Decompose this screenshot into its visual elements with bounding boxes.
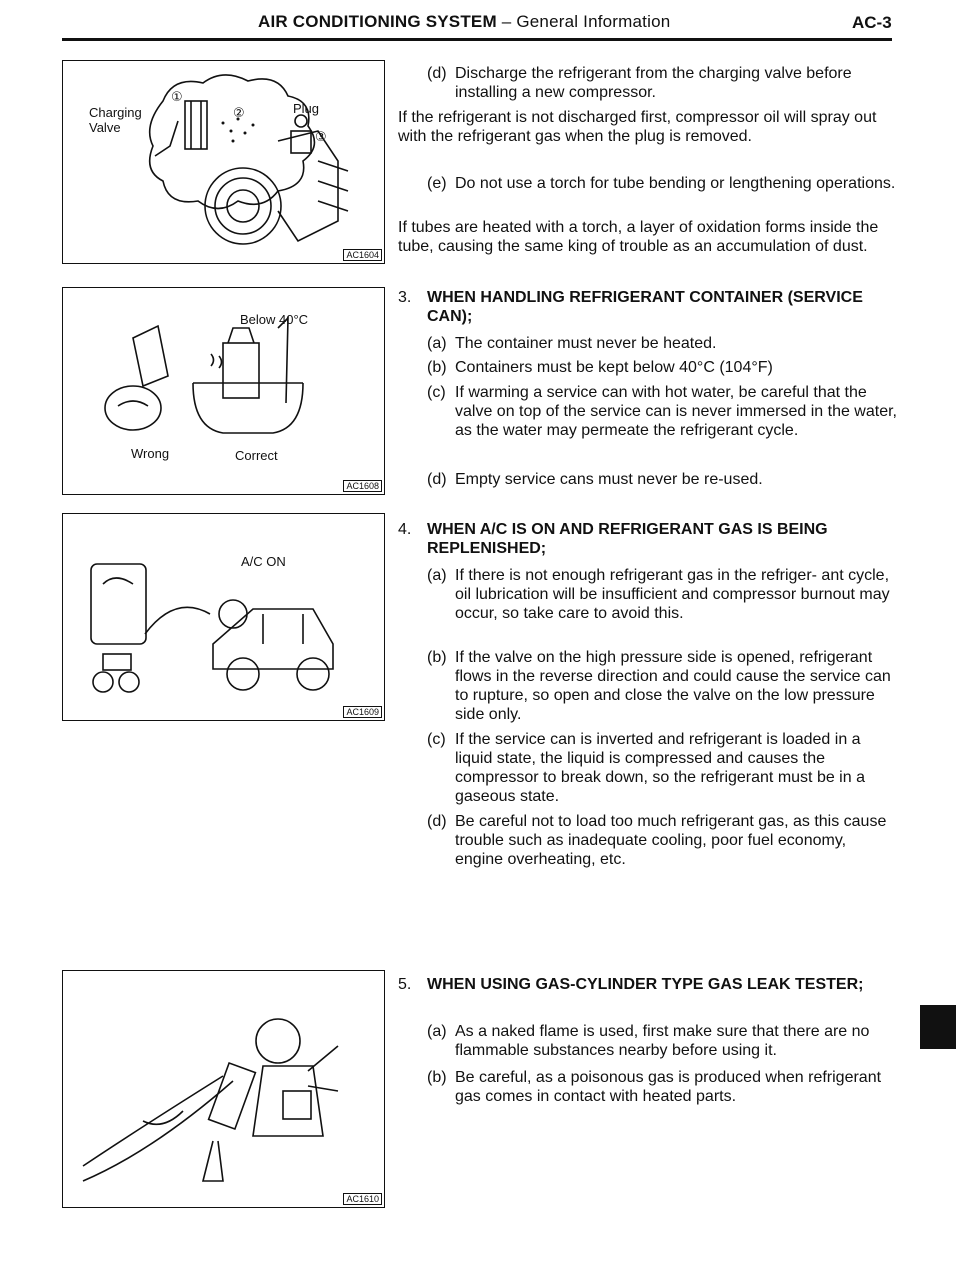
- callout-1: ①: [171, 89, 183, 104]
- item-text: Discharge the refrigerant from the charging valve before installing a new compressor.: [455, 65, 852, 101]
- item-label: (e): [427, 175, 447, 192]
- page-number: AC-3: [852, 13, 892, 32]
- paragraph-2: If tubes are heated with a torch, a layer of oxidation forms inside the tube, causing the same king of trouble as an accumulation of dust.: [398, 219, 879, 255]
- section-number: 4.: [398, 521, 412, 538]
- leak-tester-illustration: [63, 971, 383, 1206]
- figure-code: AC1610: [343, 1193, 382, 1205]
- label-wrong: Wrong: [131, 446, 170, 461]
- item-text: As a naked flame is used, first make sure that there are no flammable substances nearby before using it.: [455, 1023, 870, 1059]
- item-text: Be careful, as a poisonous gas is produced when refrigerant gas comes in contact with heated parts.: [455, 1069, 882, 1105]
- figure-code: AC1609: [343, 706, 382, 718]
- figure-code: AC1608: [343, 480, 382, 492]
- item-text: The container must never be heated.: [455, 335, 717, 352]
- header-rule: [62, 38, 892, 41]
- section-title: WHEN A/C IS ON AND REFRIGERANT GAS IS BEING REPLENISHED;: [427, 521, 828, 557]
- label-below-40c: Below 40°C: [240, 312, 309, 327]
- car-charging-illustration: [63, 514, 383, 719]
- item-text: If the service can is inverted and refrigerant is loaded in a liquid state, the liquid is compressed and causes the compressor to break down, so the refrigerant must be in a gaseous state.: [455, 731, 865, 805]
- section-number: 5.: [398, 976, 412, 993]
- figure-service-can-heating: [62, 287, 385, 495]
- item-text: Containers must be kept below 40°C (104°F): [455, 359, 773, 376]
- item-label: (a): [427, 335, 447, 352]
- section-title: WHEN USING GAS-CYLINDER TYPE GAS LEAK TESTER;: [427, 976, 864, 993]
- item-label: (d): [427, 471, 447, 488]
- label-charging-valve-line2: Valve: [89, 120, 121, 135]
- section-number: 3.: [398, 289, 412, 306]
- callout-3: ③: [315, 129, 327, 144]
- label-charging-valve-line1: Charging: [89, 105, 142, 120]
- item-label: (d): [427, 813, 447, 830]
- figure-leak-tester: [62, 970, 385, 1208]
- page-header-title: [258, 12, 670, 32]
- item-label: (b): [427, 1069, 447, 1086]
- item-text: Do not use a torch for tube bending or lengthening operations.: [455, 175, 896, 192]
- label-ac-on: A/C ON: [241, 554, 286, 569]
- header-title-rest: – General Information: [496, 12, 671, 31]
- item-label: (a): [427, 1023, 447, 1040]
- figure-charging-valve: [62, 60, 385, 264]
- compressor-illustration: [63, 61, 383, 261]
- figure-code: AC1604: [343, 249, 382, 261]
- item-text: If warming a service can with hot water, be careful that the valve on top of the service can is never immersed in the water, as the water may permeate the refrigerant cycle.: [455, 384, 897, 439]
- callout-2: ②: [233, 105, 245, 120]
- item-label: (b): [427, 359, 447, 376]
- item-label: (a): [427, 567, 447, 584]
- paragraph-1: If the refrigerant is not discharged first, compressor oil will spray out with the refrigerant gas when the plug is removed.: [398, 109, 877, 145]
- label-plug: Plug: [293, 101, 320, 116]
- service-can-illustration: [63, 288, 383, 493]
- item-text: If the valve on the high pressure side is opened, refrigerant flows in the reverse direction and could cause the service can to rupture, so open and close the valve on the low pressure side only.: [455, 649, 891, 723]
- figure-ac-on-charging: [62, 513, 385, 721]
- item-label: (c): [427, 731, 446, 748]
- item-text: Be careful not to load too much refrigerant gas, as this cause trouble such as inadequate cooling, poor fuel economy, engine overheating, etc.: [455, 813, 887, 868]
- item-text: If there is not enough refrigerant gas in the refriger- ant cycle, oil lubrication will be insufficient and compressor burnout may occur, so take care to avoid this.: [455, 567, 890, 622]
- section-thumb-tab: [920, 1005, 956, 1049]
- section-title: WHEN HANDLING REFRIGERANT CONTAINER (SERVICE CAN);: [427, 289, 863, 325]
- item-label: (b): [427, 649, 447, 666]
- label-correct: Correct: [235, 448, 278, 463]
- item-label: (c): [427, 384, 446, 401]
- header-title-bold: AIR CONDITIONING SYSTEM: [258, 12, 497, 31]
- item-label: (d): [427, 65, 447, 82]
- item-text: Empty service cans must never be re-used.: [455, 471, 763, 488]
